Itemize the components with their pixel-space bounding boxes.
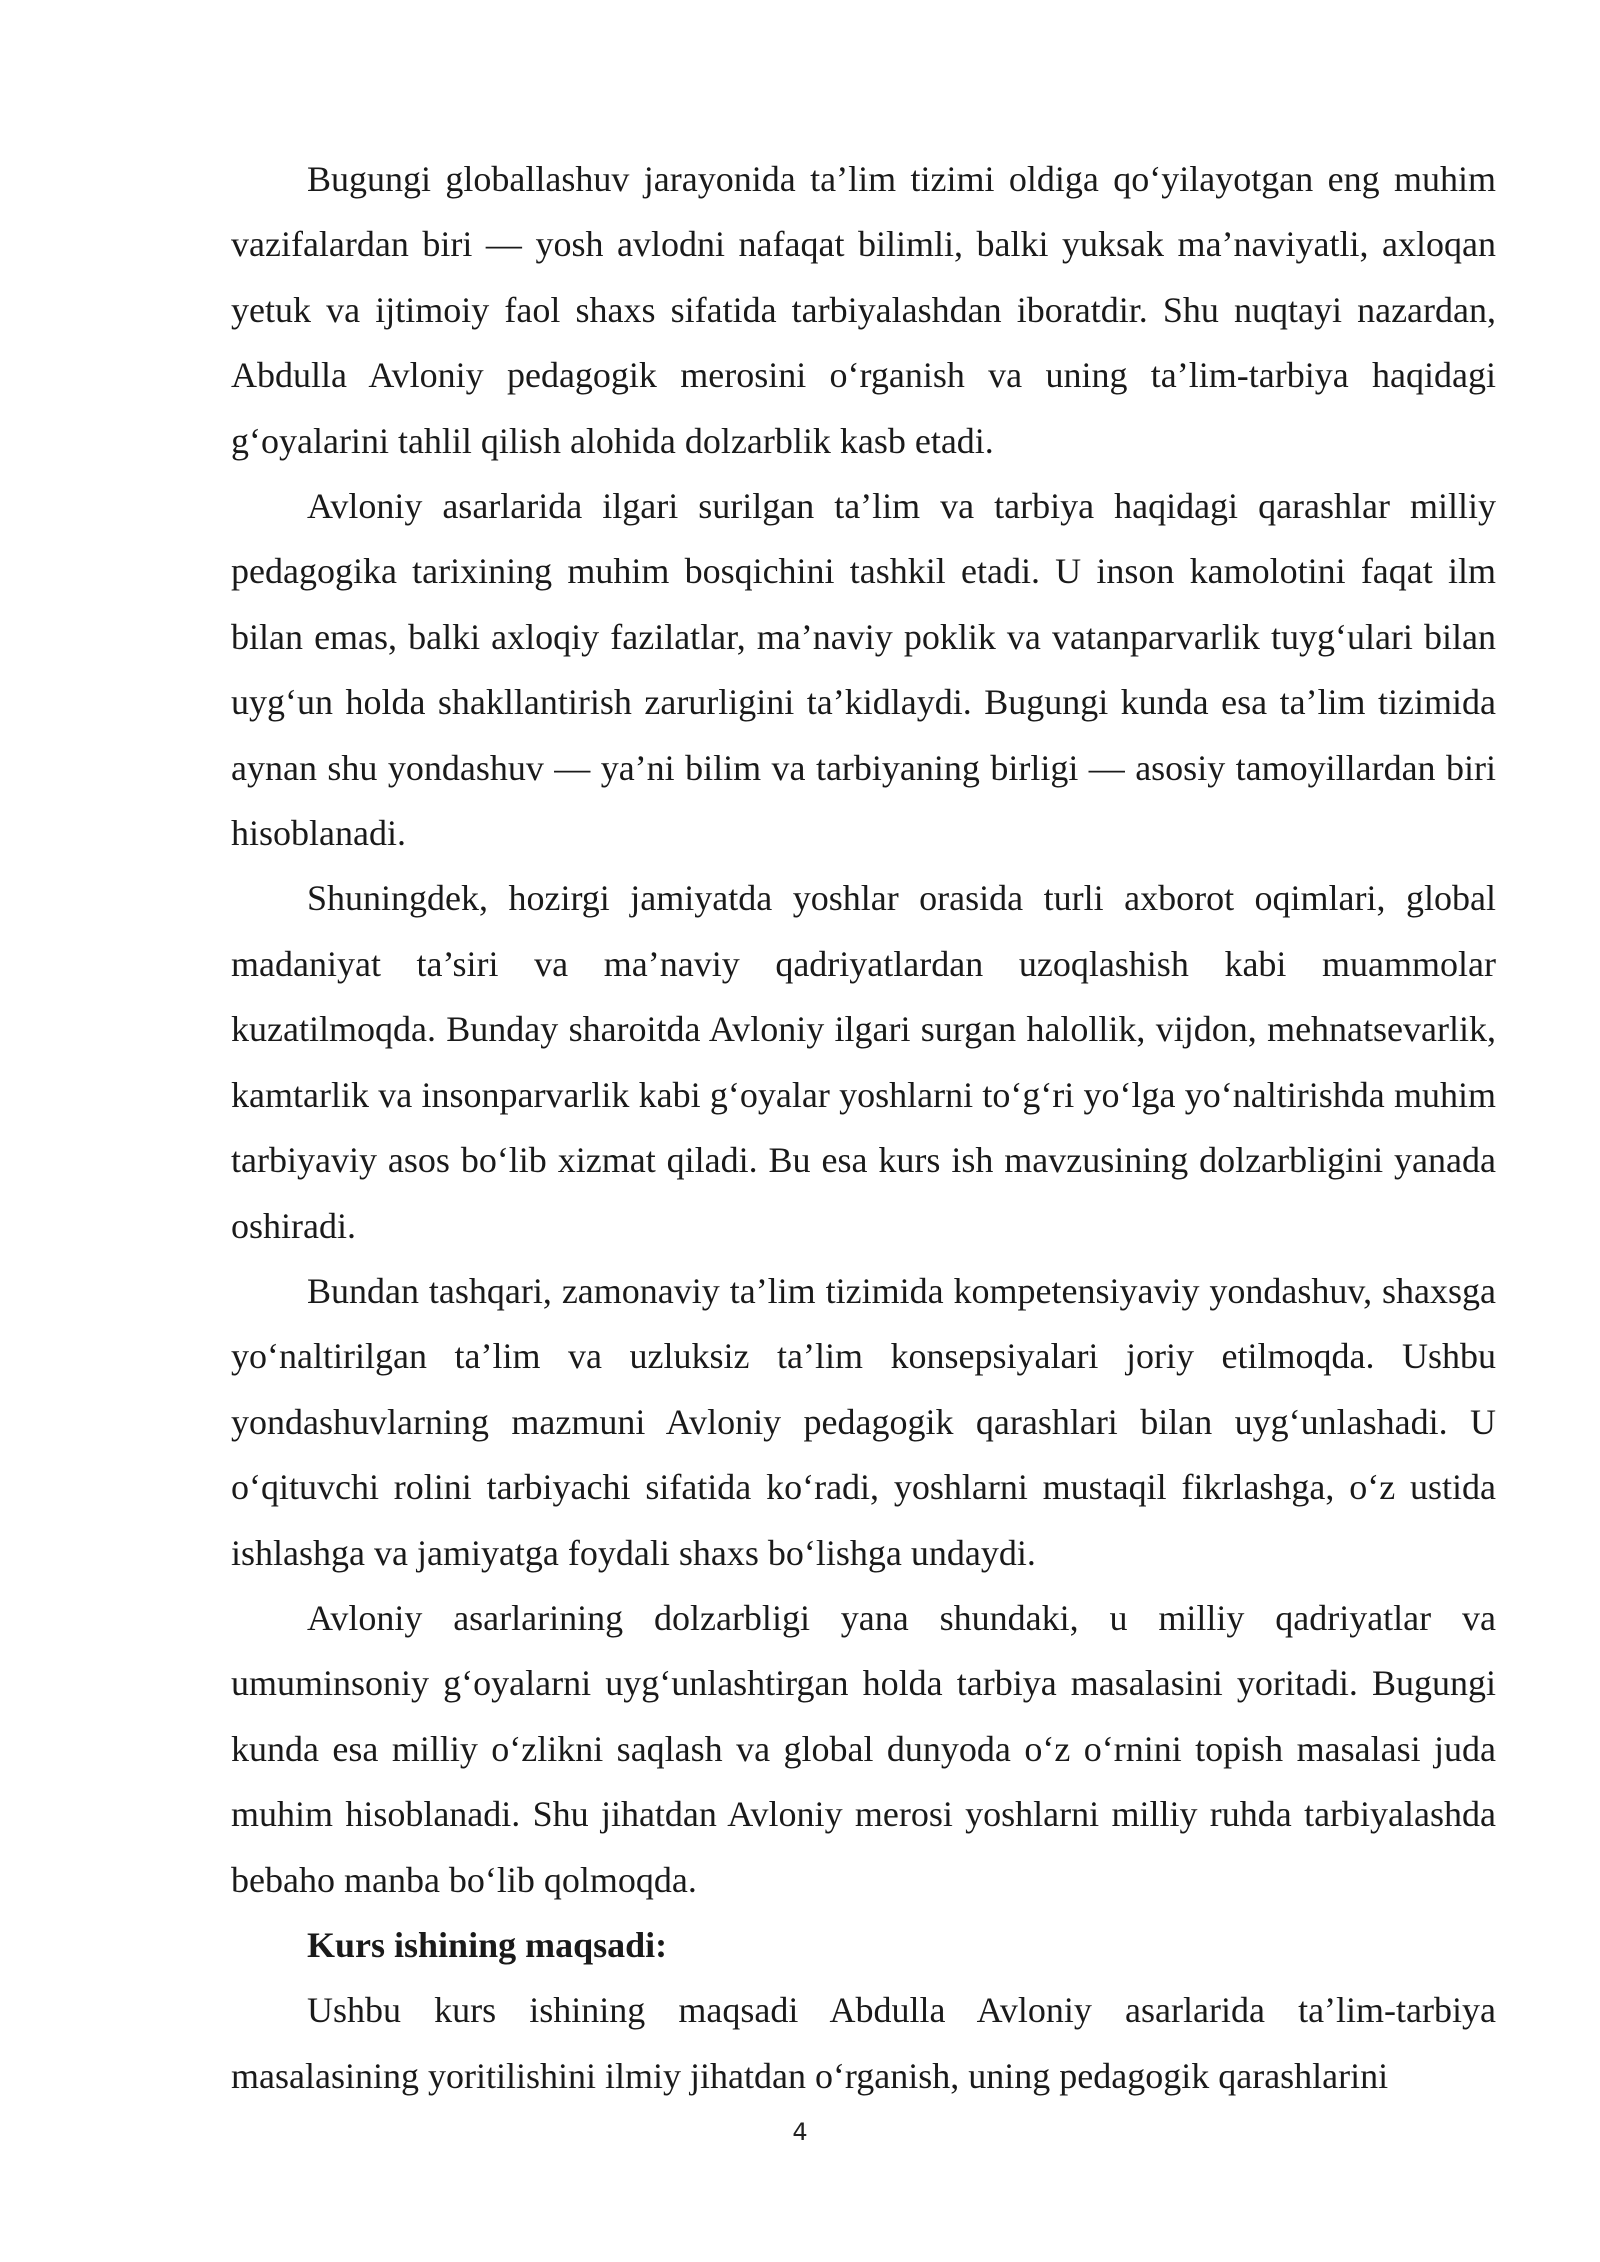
section-heading: Kurs ishining maqsadi: xyxy=(307,1924,668,1965)
paragraph-5: Avloniy asarlarining dolzarbligi yana shundaki, u milliy qadriyatlar va umuminsoniy g‘oyalarni uyg‘unlashtirgan holda tarbiya masalasini yoritadi. Bugungi kunda esa milliy o‘zlikni saqlash va global dunyoda o‘z o‘rnini topish masalasi juda muhim hisoblanadi. Shu jihatdan Avloniy merosi yoshlarni milliy ruhda tarbiyalashda bebaho manba bo‘lib qolmoqda. xyxy=(231,1597,1496,1900)
paragraph-4: Bundan tashqari, zamonaviy ta’lim tizimida kompetensiyaviy yondashuv, shaxsga yo‘naltirilgan ta’lim va uzluksiz ta’lim konsepsiyalari joriy etilmoqda. Ushbu yondashuvlarning mazmuni Avloniy pedagogik qarashlari bilan uyg‘unlashadi. U o‘qituvchi rolini tarbiyachi sifatida ko‘radi, yoshlarni mustaqil fikrlashga, o‘z ustida ishlashga va jamiyatga foydali shaxs bo‘lishga undaydi. xyxy=(231,1270,1496,1573)
paragraph-3: Shuningdek, hozirgi jamiyatda yoshlar orasida turli axborot oqimlari, global madaniyat ta’siri va ma’naviy qadriyatlardan uzoqlashish kabi muammolar kuzatilmoqda. Bunday sharoitda Avloniy ilgari surgan halollik, vijdon, mehnatsevarlik, kamtarlik va insonparvarlik kabi g‘oyalar yoshlarni to‘g‘ri yo‘lga yo‘naltirishda muhim tarbiyaviy asos bo‘lib xizmat qiladi. Bu esa kurs ish mavzusining dolzarbligini yanada oshiradi. xyxy=(231,878,1496,1246)
paragraph-6: Ushbu kurs ishining maqsadi Abdulla Avloniy asarlarida ta’lim-tarbiya masalasining yoritilishini ilmiy jihatdan o‘rganish, uning pedagogik qarashlarini xyxy=(231,1990,1496,2096)
paragraph-2: Avloniy asarlarida ilgari surilgan ta’lim va tarbiya haqidagi qarashlar milliy pedagogika tarixining muhim bosqichini tashkil etadi. U inson kamolotini faqat ilm bilan emas, balki axloqiy fazilatlar, ma’naviy poklik va vatanparvarlik tuyg‘ulari bilan uyg‘un holda shakllantirish zarurligini ta’kidlaydi. Bugungi kunda esa ta’lim tizimida aynan shu yondashuv — ya’ni bilim va tarbiyaning birligi — asosiy tamoyillardan biri hisoblanadi. xyxy=(231,486,1496,854)
page-number: 4 xyxy=(792,2118,808,2146)
paragraph-1: Bugungi globallashuv jarayonida ta’lim tizimi oldiga qo‘yilayotgan eng muhim vazifalardan biri — yosh avlodni nafaqat bilimli, balki yuksak ma’naviyatli, axloqan yetuk va ijtimoiy faol shaxs sifatida tarbiyalashdan iboratdir. Shu nuqtayi nazardan, Abdulla Avloniy pedagogik merosini o‘rganish va uning ta’lim-tarbiya haqidagi g‘oyalarini tahlil qilish alohida dolzarblik kasb etadi. xyxy=(231,159,1496,461)
body-text xyxy=(231,147,1496,2109)
